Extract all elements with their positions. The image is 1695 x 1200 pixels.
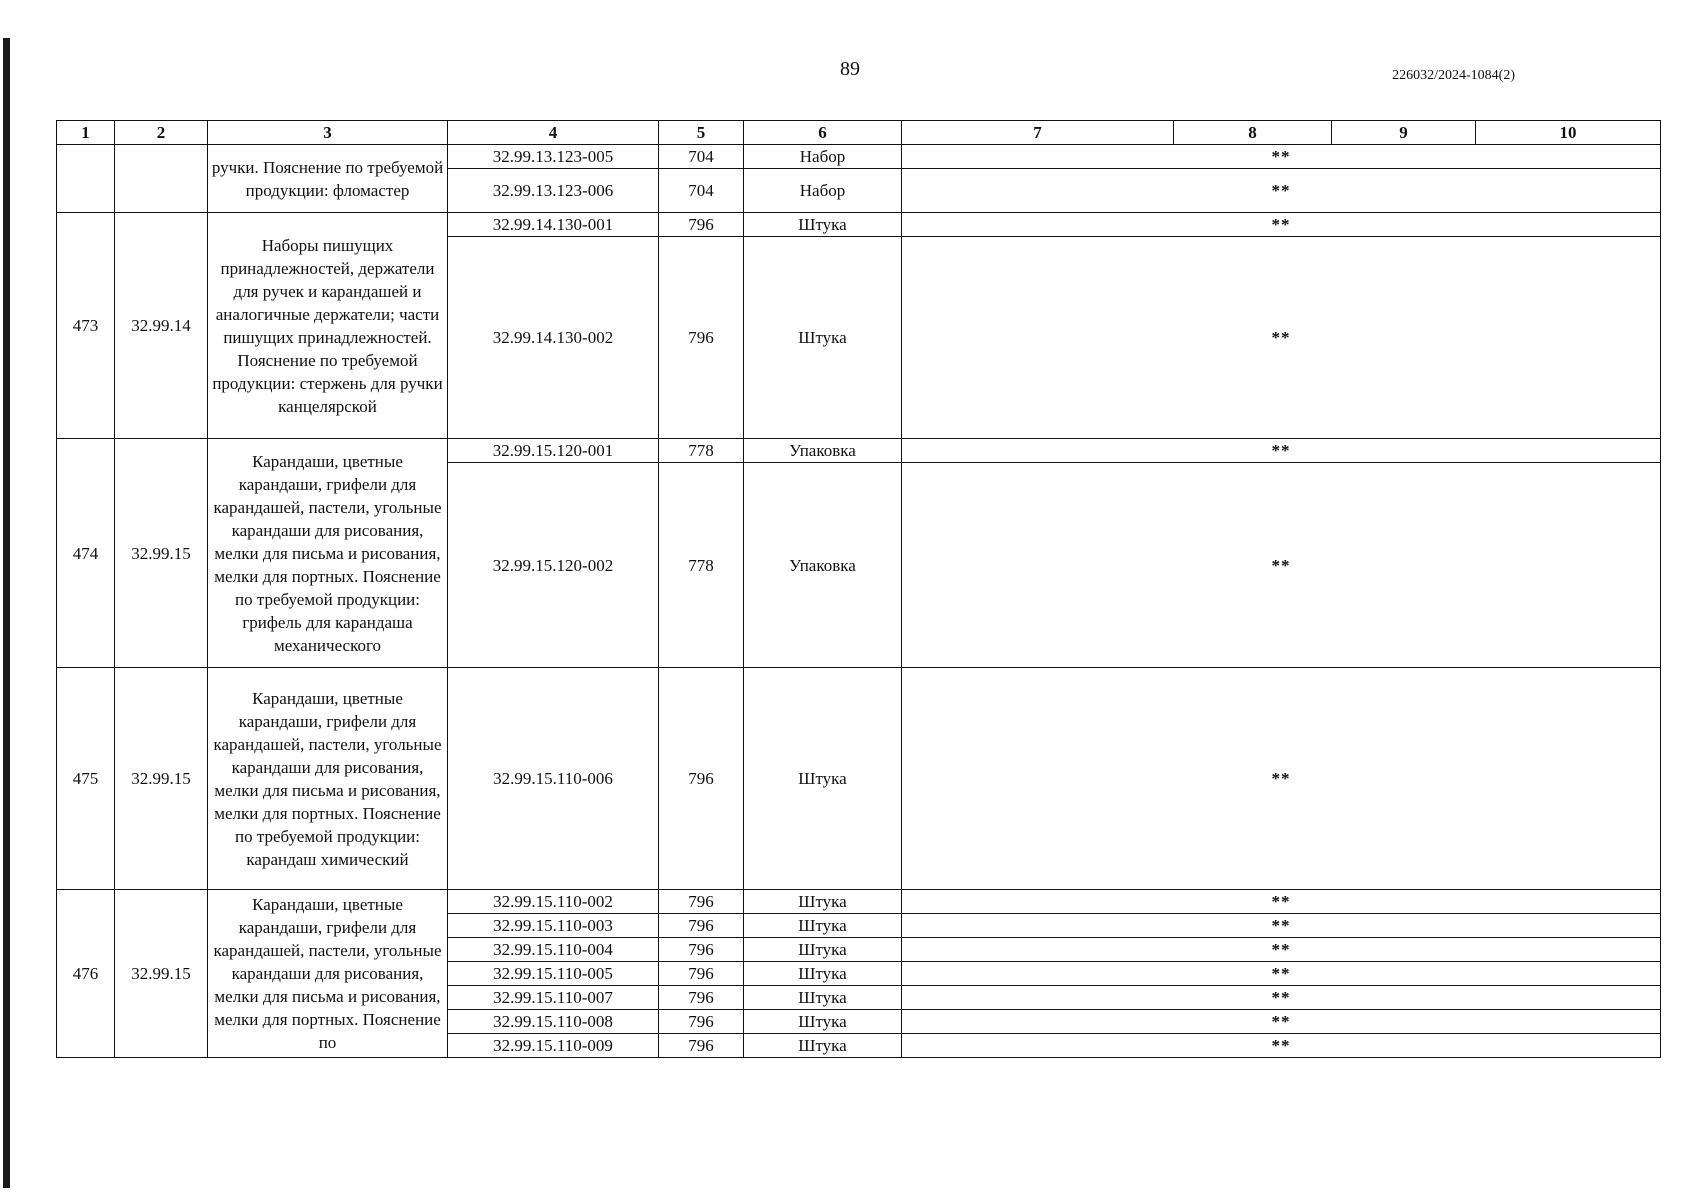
item-code: 32.99.15.110-008: [448, 1010, 659, 1034]
okei-code: 796: [659, 962, 744, 986]
okei-code: 704: [659, 145, 744, 169]
okei-code: 778: [659, 439, 744, 463]
column-header: 2: [115, 121, 208, 145]
unit-name: Упаковка: [744, 463, 902, 668]
unit-name: Упаковка: [744, 439, 902, 463]
column-header: 7: [902, 121, 1174, 145]
unit-name: Набор: [744, 169, 902, 213]
item-code: 32.99.15.110-006: [448, 668, 659, 890]
item-code: 32.99.15.110-003: [448, 914, 659, 938]
row-number: 476: [57, 890, 115, 1058]
okei-code: 796: [659, 1034, 744, 1058]
unit-name: Штука: [744, 962, 902, 986]
column-header: 10: [1476, 121, 1661, 145]
page-number: 89: [840, 58, 860, 80]
requirement-mark: **: [902, 668, 1661, 890]
okei-code: 796: [659, 986, 744, 1010]
item-code: 32.99.13.123-006: [448, 169, 659, 213]
unit-name: Штука: [744, 1010, 902, 1034]
requirement-mark: **: [902, 938, 1661, 962]
unit-name: Штука: [744, 237, 902, 439]
item-code: 32.99.15.110-007: [448, 986, 659, 1010]
requirement-mark: **: [902, 463, 1661, 668]
column-header: 1: [57, 121, 115, 145]
okei-code: 796: [659, 237, 744, 439]
unit-name: Штука: [744, 1034, 902, 1058]
item-code: 32.99.15.110-009: [448, 1034, 659, 1058]
unit-name: Штука: [744, 914, 902, 938]
requirement-mark: **: [902, 1034, 1661, 1058]
unit-name: Штука: [744, 938, 902, 962]
okei-code: 796: [659, 914, 744, 938]
okei-code: 778: [659, 463, 744, 668]
row-number: 473: [57, 213, 115, 439]
document-id: 226032/2024-1084(2): [1392, 68, 1515, 83]
item-code: 32.99.15.120-002: [448, 463, 659, 668]
column-header: 3: [208, 121, 448, 145]
okei-code: 796: [659, 890, 744, 914]
okei-code: 704: [659, 169, 744, 213]
okpd-code: 32.99.15: [115, 668, 208, 890]
scan-margin-bar: [3, 38, 10, 1188]
requirement-mark: **: [902, 169, 1661, 213]
okpd-code: [115, 145, 208, 213]
requirement-mark: **: [902, 237, 1661, 439]
header-row: [57, 121, 1661, 145]
requirement-mark: **: [902, 986, 1661, 1010]
row-number: 475: [57, 668, 115, 890]
product-description: Карандаши, цветные карандаши, грифели для карандашей, пастели, угольные карандаши для рисования, мелки для письма и рисования, мелки для портных. Пояснение по требуемой продукции: карандаш химический: [208, 668, 448, 890]
item-code: 32.99.15.110-002: [448, 890, 659, 914]
table-body: [57, 145, 1661, 1058]
table-row: [57, 668, 1661, 890]
product-description: Карандаши, цветные карандаши, грифели для карандашей, пастели, угольные карандаши для рисования, мелки для письма и рисования, мелки для портных. Пояснение по требуемой продукции: грифель для карандаша механического: [208, 439, 448, 668]
okpd-code: 32.99.15: [115, 439, 208, 668]
okei-code: 796: [659, 938, 744, 962]
item-code: 32.99.14.130-002: [448, 237, 659, 439]
product-description: Карандаши, цветные карандаши, грифели для карандашей, пастели, угольные карандаши для рисования, мелки для письма и рисования, мелки для портных. Пояснение по: [208, 890, 448, 1058]
item-code: 32.99.13.123-005: [448, 145, 659, 169]
product-description: ручки. Пояснение по требуемой продукции: фломастер: [208, 145, 448, 213]
requirement-mark: **: [902, 213, 1661, 237]
item-code: 32.99.15.110-004: [448, 938, 659, 962]
requirement-mark: **: [902, 1010, 1661, 1034]
row-number: [57, 145, 115, 213]
okpd-code: 32.99.15: [115, 890, 208, 1058]
column-header: 5: [659, 121, 744, 145]
okei-code: 796: [659, 668, 744, 890]
table-row: [57, 145, 1661, 169]
requirement-mark: **: [902, 145, 1661, 169]
unit-name: Штука: [744, 668, 902, 890]
specification-table: [56, 120, 1661, 1058]
column-header: 8: [1174, 121, 1332, 145]
unit-name: Штука: [744, 213, 902, 237]
table-row: [57, 439, 1661, 463]
table-row: [57, 213, 1661, 237]
okei-code: 796: [659, 213, 744, 237]
column-header: 9: [1332, 121, 1476, 145]
requirement-mark: **: [902, 890, 1661, 914]
requirement-mark: **: [902, 914, 1661, 938]
unit-name: Штука: [744, 986, 902, 1010]
item-code: 32.99.15.120-001: [448, 439, 659, 463]
okei-code: 796: [659, 1010, 744, 1034]
column-header: 4: [448, 121, 659, 145]
requirement-mark: **: [902, 962, 1661, 986]
row-number: 474: [57, 439, 115, 668]
unit-name: Набор: [744, 145, 902, 169]
product-description: Наборы пишущих принадлежностей, держатели для ручек и карандашей и аналогичные держатели; части пишущих принадлежностей. Пояснение по требуемой продукции: стержень для ручки канцелярской: [208, 213, 448, 439]
table-row: [57, 890, 1661, 914]
requirement-mark: **: [902, 439, 1661, 463]
unit-name: Штука: [744, 890, 902, 914]
okpd-code: 32.99.14: [115, 213, 208, 439]
item-code: 32.99.14.130-001: [448, 213, 659, 237]
item-code: 32.99.15.110-005: [448, 962, 659, 986]
column-header: 6: [744, 121, 902, 145]
